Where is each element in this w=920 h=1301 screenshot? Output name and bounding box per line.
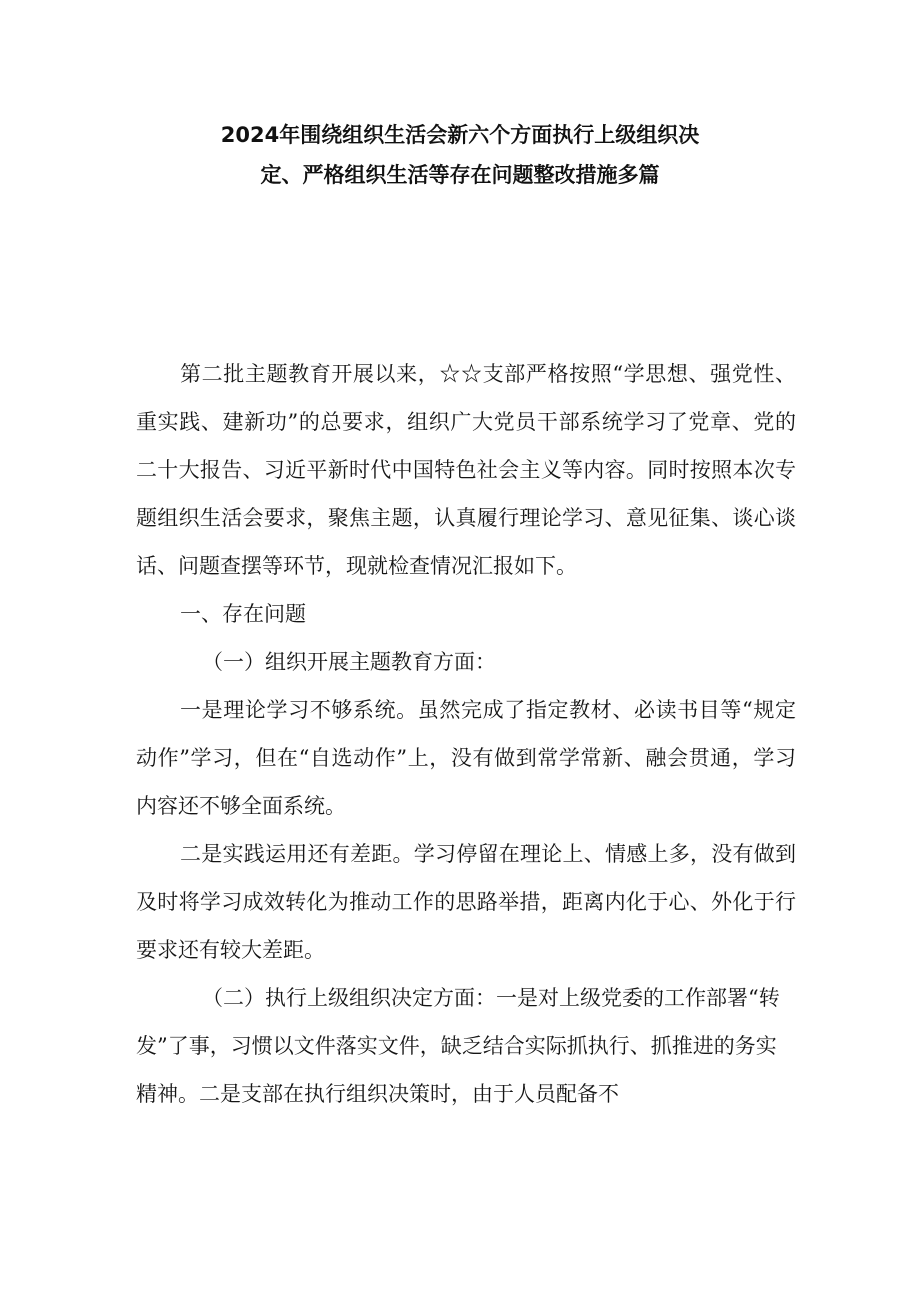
document-body (136, 350, 796, 1118)
problem-item-2: 二是实践运用还有差距。学习停留在理论上、情感上多，没有做到及时将学习成效转化为推动工作的思路举措，距离内化于心、外化于行要求还有较大差距。 (136, 842, 796, 962)
section-heading-problems: 一、存在问题 (180, 602, 306, 626)
problem-item-1: 一是理论学习不够系统。虽然完成了指定教材、必读书目等“规定动作”学习，但在“自选动作”上，没有做到常学常新、融会贯通，学习内容还不够全面系统。 (136, 698, 796, 818)
subsection-paragraph-execution: （二）执行上级组织决定方面：一是对上级党委的工作部署“转发”了事，习惯以文件落实文件，缺乏结合实际抓执行、抓推进的务实精神。二是支部在执行组织决策时，由于人员配备不 (136, 986, 780, 1106)
document-title (0, 115, 920, 195)
intro-paragraph: 第二批主题教育开展以来，☆☆支部严格按照“学思想、强党性、重实践、建新功”的总要求，组织广大党员干部系统学习了党章、党的二十大报告、习近平新时代中国特色社会主义等内容。同时按照本次专题组织生活会要求，聚焦主题，认真履行理论学习、意见征集、谈心谈话、问题查摆等环节，现就检查情况汇报如下。 (136, 362, 796, 578)
title-line-1: 2024年围绕组织生活会新六个方面执行上级组织决 (220, 123, 700, 147)
title-line-2: 定、严格组织生活等存在问题整改措施多篇 (260, 163, 660, 187)
subsection-heading-theme-education: （一）组织开展主题教育方面： (202, 650, 496, 674)
